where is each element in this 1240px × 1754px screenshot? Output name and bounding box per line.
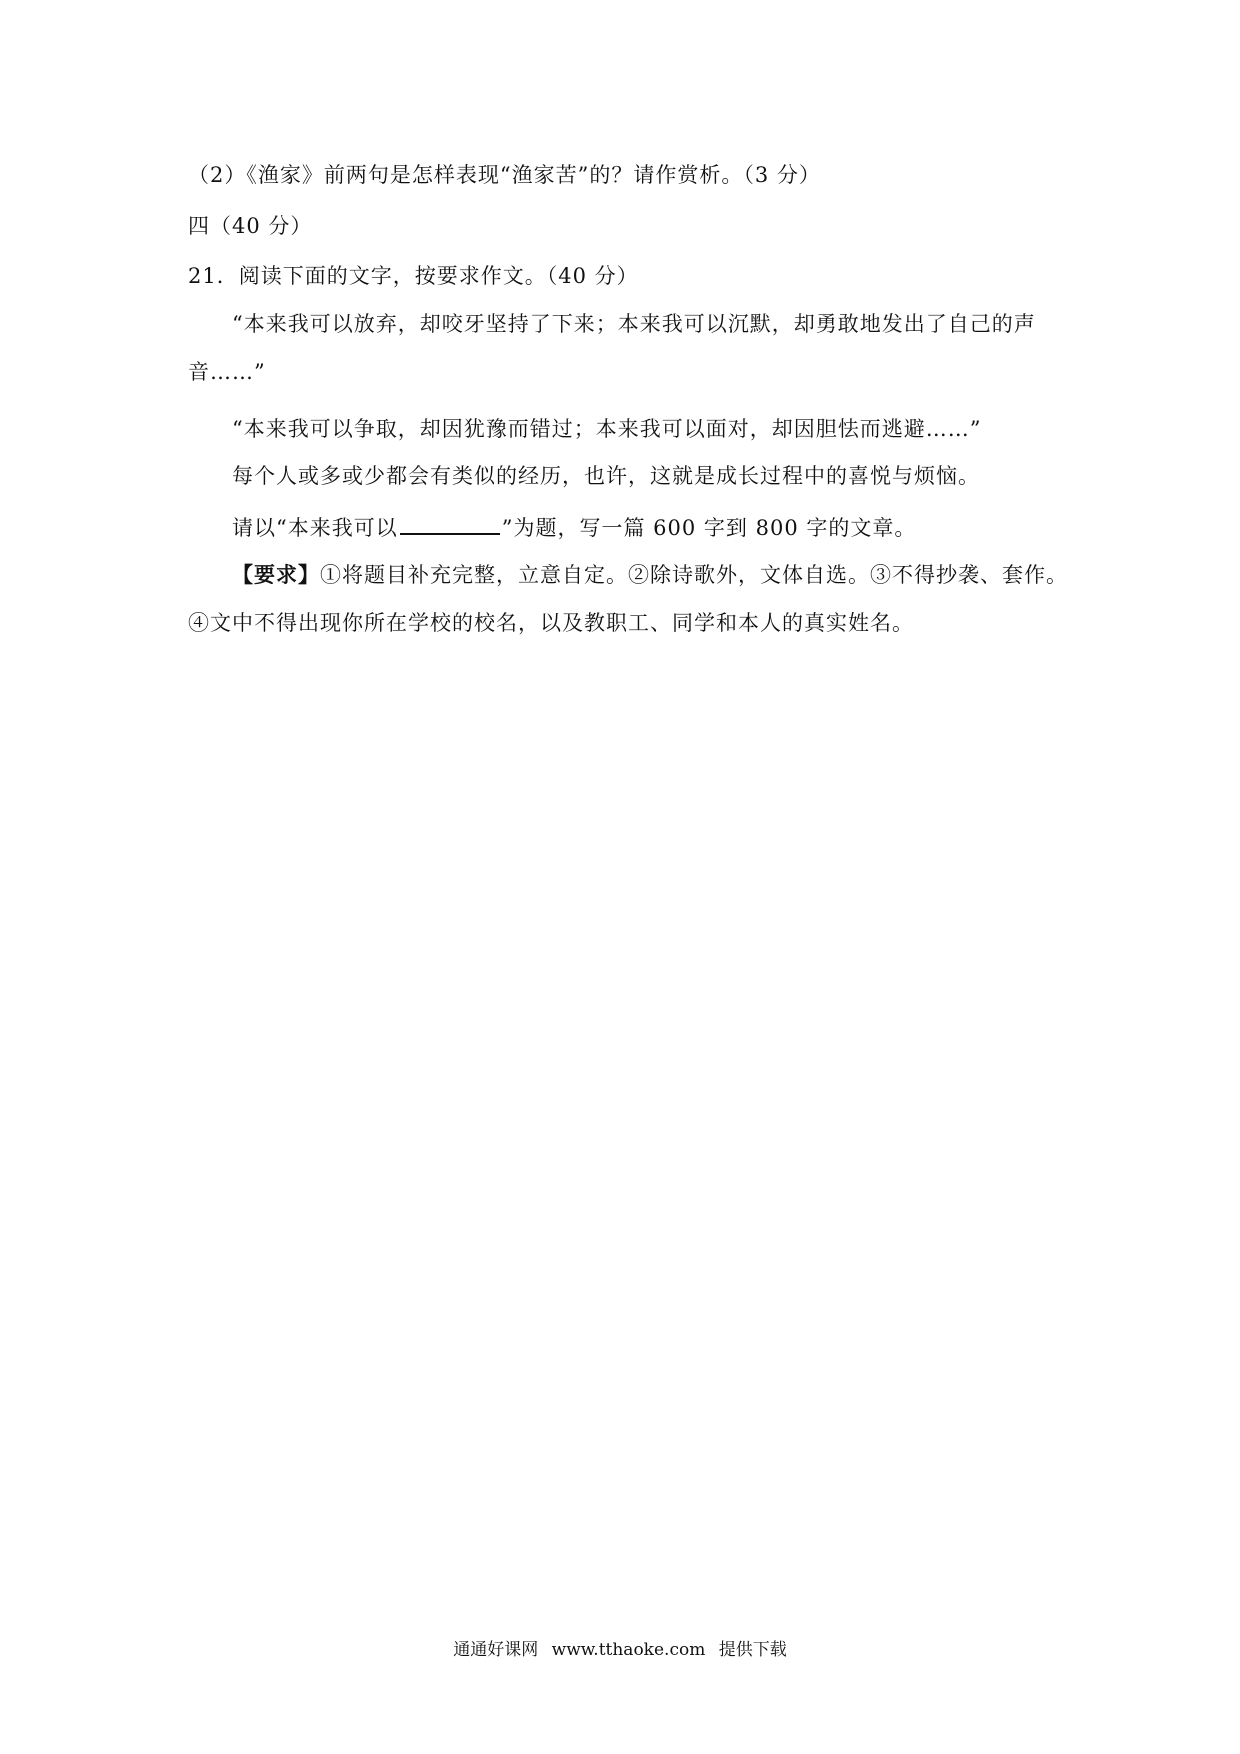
footer-site-name: 通通好课网 — [453, 1640, 539, 1660]
requirements-label: 【要求】 — [232, 562, 320, 587]
essay-title-suffix: ”为题，写一篇 600 字到 800 字的文章。 — [501, 516, 917, 540]
requirements-line-1 — [232, 560, 1068, 590]
passage-paragraph-1-line-1: “本来我可以放弃，却咬牙坚持了下来；本来我可以沉默，却勇敢地发出了自己的声 — [232, 312, 1036, 336]
requirements-text-1: ①将题目补充完整，立意自定。②除诗歌外，文体自选。③不得抄袭、套作。 — [320, 563, 1068, 587]
passage-paragraph-3: 每个人或多或少都会有类似的经历，也许，这就是成长过程中的喜悦与烦恼。 — [232, 464, 980, 488]
requirements-line-2: ④文中不得出现你所在学校的校名，以及教职工、同学和本人的真实姓名。 — [188, 611, 914, 635]
page-footer — [0, 1637, 1240, 1663]
question-21-heading: 21．阅读下面的文字，按要求作文。（40 分） — [188, 264, 639, 288]
footer-url: www.tthaoke.com — [551, 1640, 706, 1660]
passage-paragraph-2: “本来我可以争取，却因犹豫而错过；本来我可以面对，却因胆怯而逃避……” — [232, 417, 982, 441]
essay-title-prefix: 请以“本来我可以 — [232, 516, 398, 540]
question-2-poem-appreciation: （2）《渔家》前两句是怎样表现“渔家苦”的？请作赏析。（3 分） — [188, 163, 821, 187]
essay-title-prompt — [232, 511, 916, 543]
passage-paragraph-1-line-2: 音……” — [188, 360, 266, 384]
footer-suffix: 提供下载 — [718, 1640, 787, 1660]
title-fill-blank — [400, 511, 500, 535]
section-four-heading: 四（40 分） — [188, 214, 313, 238]
